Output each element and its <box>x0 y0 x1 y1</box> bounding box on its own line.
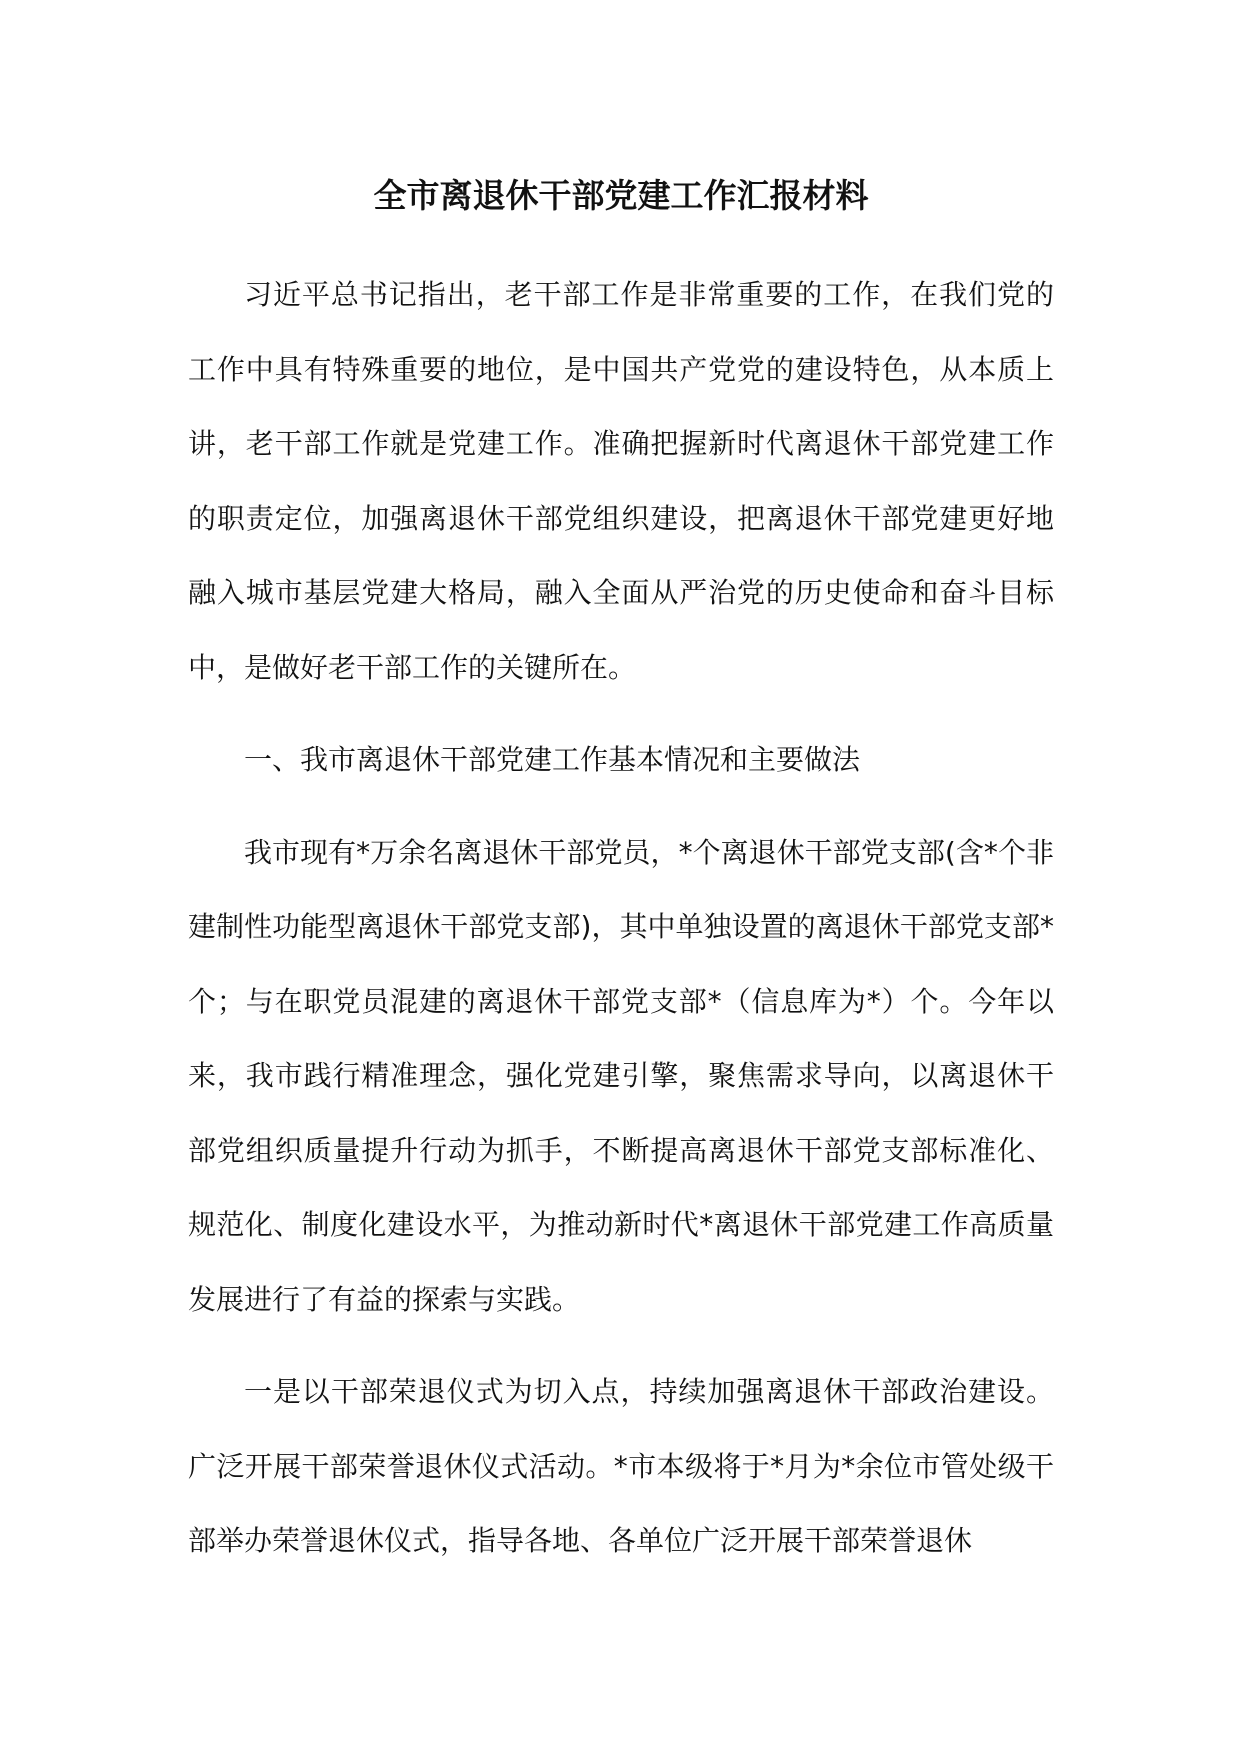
document-body <box>188 172 1054 1579</box>
situation-paragraph: 我市现有*万余名离退休干部党员，*个离退休干部党支部(含*个非建制性功能型离退休干部党支部)，其中单独设置的离退休干部党支部*个；与在职党员混建的离退休干部党支部*（信息库为*）个。今年以来，我市践行精准理念，强化党建引擎，聚焦需求导向，以离退休干部党组织质量提升行动为抓手，不断提高离退休干部党支部标准化、规范化、制度化建设水平，为推动新时代*离退休干部党建工作高质量发展进行了有益的探索与实践。 <box>188 835 1054 1316</box>
document-title: 全市离退休干部党建工作汇报材料 <box>373 176 869 215</box>
section-heading: 一、我市离退休干部党建工作基本情况和主要做法 <box>244 743 861 776</box>
measure-paragraph: 一是以干部荣退仪式为切入点，持续加强离退休干部政治建设。广泛开展干部荣誉退休仪式活动。*市本级将于*月为*余位市管处级干部举办荣誉退休仪式，指导各地、各单位广泛开展干部荣誉退休 <box>188 1375 1054 1557</box>
intro-paragraph: 习近平总书记指出，老干部工作是非常重要的工作，在我们党的工作中具有特殊重要的地位，是中国共产党党的建设特色，从本质上讲，老干部工作就是党建工作。准确把握新时代离退休干部党建工作的职责定位，加强离退休干部党组织建设，把离退休干部党建更好地融入城市基层党建大格局，融入全面从严治党的历史使命和奋斗目标中，是做好老干部工作的关键所在。 <box>188 278 1054 684</box>
